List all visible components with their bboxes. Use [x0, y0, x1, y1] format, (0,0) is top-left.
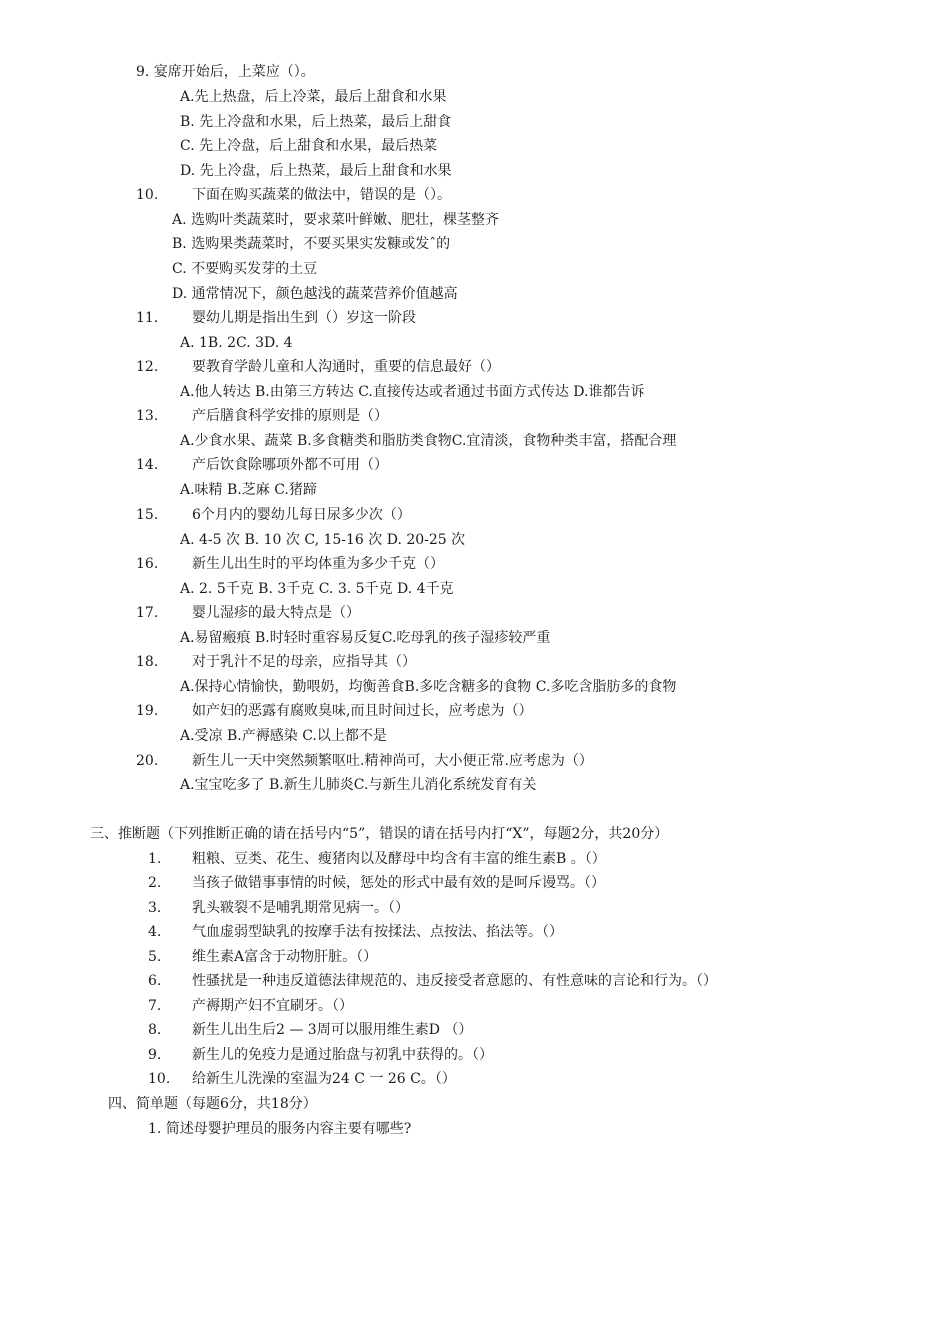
option-line: B. 选购果类蔬菜时，不要买果实发糠或发ˆ的	[172, 236, 451, 252]
option-line: A.易留瘢痕 B.时轻时重容易反复C.吃母乳的孩子湿疹较严重	[180, 630, 551, 646]
option-line: A.保持心情愉快，勤喂奶，均衡善食B.多吃含糖多的食物 C.多吃含脂肪多的食物	[180, 679, 677, 695]
item-number: 6.	[148, 973, 162, 989]
question-text: 产后饮食除哪项外都不可用（）	[192, 457, 388, 473]
item-number: 3.	[148, 900, 162, 916]
question-number: 13.	[136, 408, 159, 424]
option-line: A.他人转达 B.由第三方转达 C.直接传达或者通过书面方式传达 D.谁都告诉	[180, 384, 645, 400]
option-line: D. 通常情况下，颜色越浅的蔬菜营养价值越高	[172, 286, 458, 302]
question-number: 14.	[136, 457, 159, 473]
option-line: C. 不要购买发芽的土豆	[172, 261, 318, 277]
option-line: A.味精 B.芝麻 C.猪蹄	[180, 482, 317, 498]
option-line: A.受凉 B.产褥感染 C.以上都不是	[180, 728, 387, 744]
option-line: A. 选购叶类蔬菜时，要求菜叶鲜嫩、肥壮，棵茎整齐	[172, 212, 500, 228]
option-line: A. 1B. 2C. 3D. 4	[180, 335, 293, 351]
option-line: B. 先上冷盘和水果，后上热菜，最后上甜食	[180, 114, 452, 130]
item-text: 性骚扰是一种违反道德法律规范的、违反接受者意愿的、有性意味的言论和行为。（）	[192, 973, 717, 989]
item-number: 7.	[148, 998, 162, 1014]
option-line: A.宝宝吃多了 B.新生儿肺炎C.与新生儿消化系统发育有关	[180, 777, 537, 793]
item-text: 乳头皲裂不是哺乳期常见病一。（）	[192, 900, 409, 916]
question-9	[136, 62, 315, 82]
option-line: A. 4-5 次 B. 10 次 C, 15-16 次 D. 20-25 次	[180, 532, 466, 548]
question-number: 15.	[136, 507, 159, 523]
question-text: 宴席开始后，上菜应（）。	[153, 64, 315, 80]
question-text: 产后膳食科学安排的原则是（）	[192, 408, 388, 424]
question-number: 18.	[136, 654, 159, 670]
question-text: 婴儿湿疹的最大特点是（）	[192, 605, 360, 621]
short-answer-question: 1. 简述母婴护理员的服务内容主要有哪些?	[148, 1121, 412, 1137]
option-line: A.先上热盘，后上冷菜，最后上甜食和水果	[180, 89, 447, 105]
question-text: 新生儿出生时的平均体重为多少千克（）	[192, 556, 444, 572]
option-line: A.少食水果、蔬菜 B.多食糖类和脂肪类食物C.宜清淡，食物种类丰富，搭配合理	[180, 433, 677, 449]
item-text: 粗粮、豆类、花生、瘦猪肉以及酵母中均含有丰富的维生素B 。（）	[192, 851, 606, 867]
item-number: 2.	[148, 875, 162, 891]
question-number: 17.	[136, 605, 159, 621]
item-text: 维生素A富含于动物肝脏。（）	[192, 949, 378, 965]
question-text: 婴幼儿期是指出生到（）岁这一阶段	[192, 310, 416, 326]
item-number: 8.	[148, 1022, 162, 1038]
question-text: 新生儿一天中突然频繁呕吐.精神尚可，大小便正常.应考虑为（）	[192, 753, 593, 769]
question-number: 19.	[136, 703, 159, 719]
question-text: 下面在购买蔬菜的做法中，错误的是（）。	[192, 187, 451, 203]
item-text: 新生儿的免疫力是通过胎盘与初乳中获得的。（）	[192, 1047, 493, 1063]
item-text: 当孩子做错事事情的时候，惩处的形式中最有效的是呵斥谩骂。（）	[192, 875, 605, 891]
section-heading-short-answer: 四、简单题（每题6分，共18分）	[108, 1096, 317, 1112]
section-heading-true-false: 三、推断题（下列推断正确的请在括号内“5”，错误的请在括号内打“X”，每题2分，共20分）	[90, 826, 669, 842]
item-number: 9.	[148, 1047, 162, 1063]
question-number: 9.	[136, 64, 150, 80]
item-text: 新生儿出生后2 — 3周可以服用维生素D （）	[192, 1022, 473, 1038]
item-number: 5.	[148, 949, 162, 965]
item-text: 产褥期产妇不宜刷牙。（）	[192, 998, 353, 1014]
question-text: 对于乳汁不足的母亲，应指导其（）	[192, 654, 416, 670]
item-text: 气血虚弱型缺乳的按摩手法有按揉法、点按法、掐法等。（）	[192, 924, 563, 940]
question-number: 16.	[136, 556, 159, 572]
question-number: 20.	[136, 753, 159, 769]
question-text: 要教育学龄儿童和人沟通时，重要的信息最好（）	[192, 359, 500, 375]
item-number: 4.	[148, 924, 162, 940]
option-line: A. 2. 5千克 B. 3千克 C. 3. 5千克 D. 4千克	[180, 581, 454, 597]
option-line: C. 先上冷盘，后上甜食和水果，最后热菜	[180, 138, 438, 154]
item-number: 10.	[148, 1071, 171, 1087]
question-number: 12.	[136, 359, 159, 375]
item-text: 给新生儿洗澡的室温为24 C 一 26 C。（）	[192, 1071, 456, 1087]
option-line: D. 先上冷盘，后上热菜，最后上甜食和水果	[180, 163, 452, 179]
question-number: 11.	[136, 310, 159, 326]
item-number: 1.	[148, 851, 162, 867]
question-text: 如产妇的恶露有腐败臭味,而且时间过长，应考虑为（）	[192, 703, 533, 719]
question-number: 10.	[136, 187, 159, 203]
question-text: 6个月内的婴幼儿每日尿多少次（）	[192, 507, 411, 523]
